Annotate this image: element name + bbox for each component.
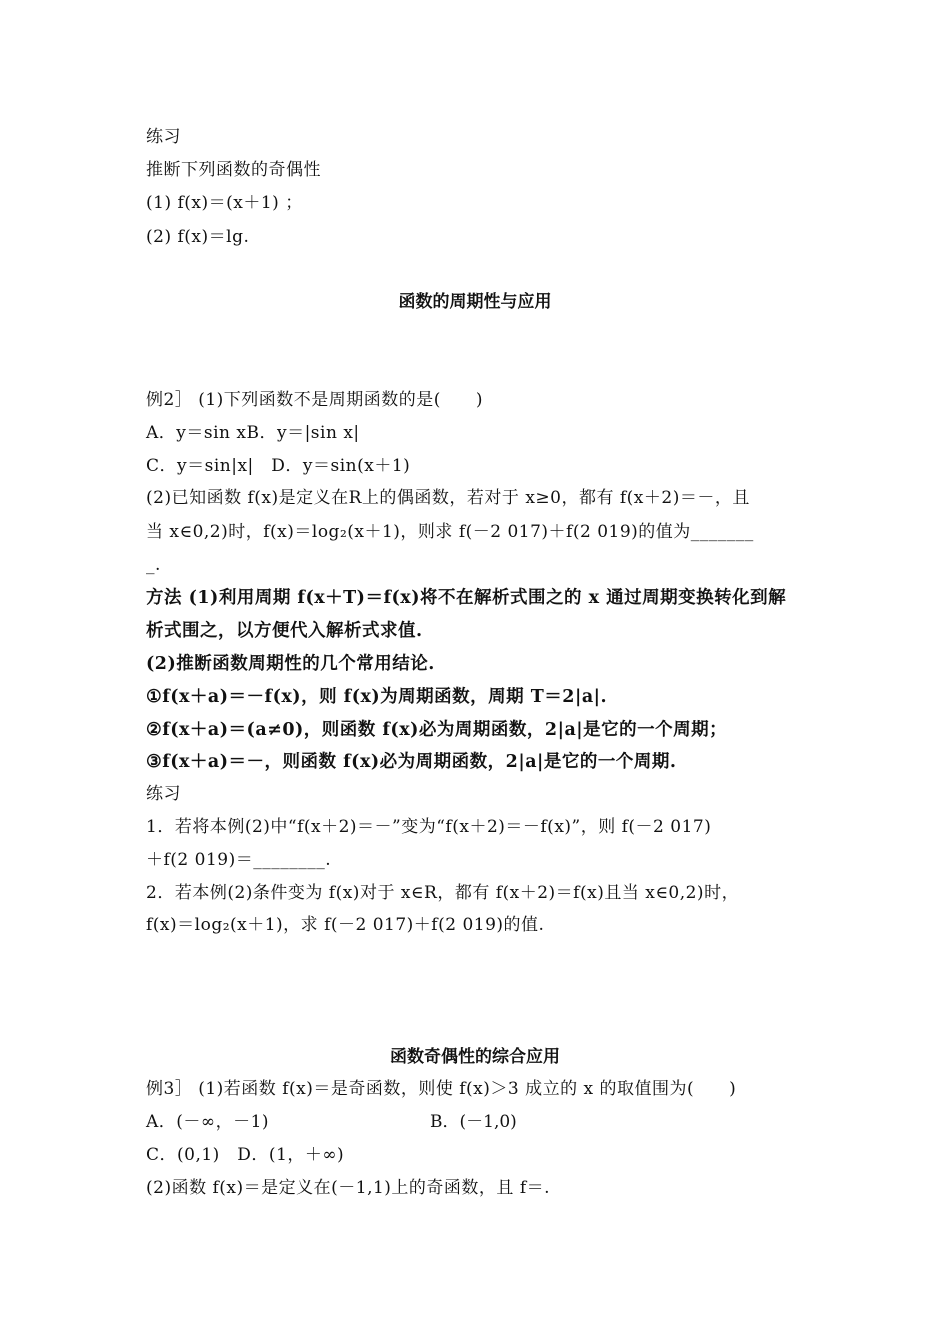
example2-question1: 例2］ (1)下列函数不是周期函数的是( ) (146, 390, 484, 410)
practice2-problem2-line1: 2．若本例(2)条件变为 f(x)对于 x∈R，都有 f(x＋2)＝f(x)且当 x∈0,2)时， (146, 883, 740, 903)
method-line1: 方法 (1)利用周期 f(x＋T)＝f(x)将不在解析式围之的 x 通过周期变换转化到解 (146, 588, 787, 608)
section-title-parity-application: 函数奇偶性的综合应用 (390, 1047, 560, 1067)
practice-prompt: 推断下列函数的奇偶性 (146, 160, 321, 180)
method-conclusion-1: ①f(x＋a)＝－f(x)，则 f(x)为周期函数，周期 T＝2|a|. (146, 687, 608, 707)
section-title-periodicity: 函数的周期性与应用 (398, 292, 552, 312)
method-conclusion-3: ③f(x＋a)＝－，则函数 f(x)必为周期函数，2|a|是它的一个周期. (146, 752, 677, 772)
example2-options-ab: A．y＝sin xB．y＝|sin x| (146, 423, 360, 443)
method-line2: 析式围之，以方便代入解析式求值. (146, 621, 423, 641)
practice2-heading: 练习 (146, 784, 181, 804)
example3-option-b: B．(－1,0) (430, 1112, 517, 1132)
example2-question2-line1: (2)已知函数 f(x)是定义在R上的偶函数，若对于 x≥0，都有 f(x＋2)＝－，且 (146, 488, 750, 508)
practice-item-2: (2) f(x)＝lg. (146, 227, 250, 247)
method-conclusion-2: ②f(x＋a)＝(a≠0)，则函数 f(x)必为周期函数，2|a|是它的一个周期； (146, 720, 728, 740)
practice-heading: 练习 (146, 127, 181, 147)
example3-option-a: A．(－∞，－1) (146, 1112, 270, 1132)
practice-item-1: (1) f(x)＝(x＋1) ； (146, 193, 303, 213)
example3-question1: 例3］ (1)若函数 f(x)＝是奇函数，则使 f(x)＞3 成立的 x 的取值围为( ) (146, 1079, 737, 1099)
example2-options-cd: C．y＝sin|x| D．y＝sin(x＋1) (146, 456, 411, 476)
practice2-problem1-line1: 1．若将本例(2)中“f(x＋2)＝－”变为“f(x＋2)＝－f(x)”，则 f(－2 017) (146, 817, 712, 837)
practice2-problem2-line2: f(x)＝log₂(x＋1)，求 f(－2 017)＋f(2 019)的值. (146, 915, 545, 935)
example3-options-cd: C．(0,1) D．(1，＋∞) (146, 1145, 345, 1165)
example2-question2-line2: 当 x∈0,2)时，f(x)＝log₂(x＋1)，则求 f(－2 017)＋f(2 019)的值为_______ (146, 522, 754, 542)
practice2-problem1-line2: ＋f(2 019)＝________. (146, 850, 332, 870)
example2-question2-line3: _. (146, 555, 161, 575)
method-line3: (2)推断函数周期性的几个常用结论. (146, 654, 435, 674)
example3-question2: (2)函数 f(x)＝是定义在(－1,1)上的奇函数，且 f＝. (146, 1178, 551, 1198)
